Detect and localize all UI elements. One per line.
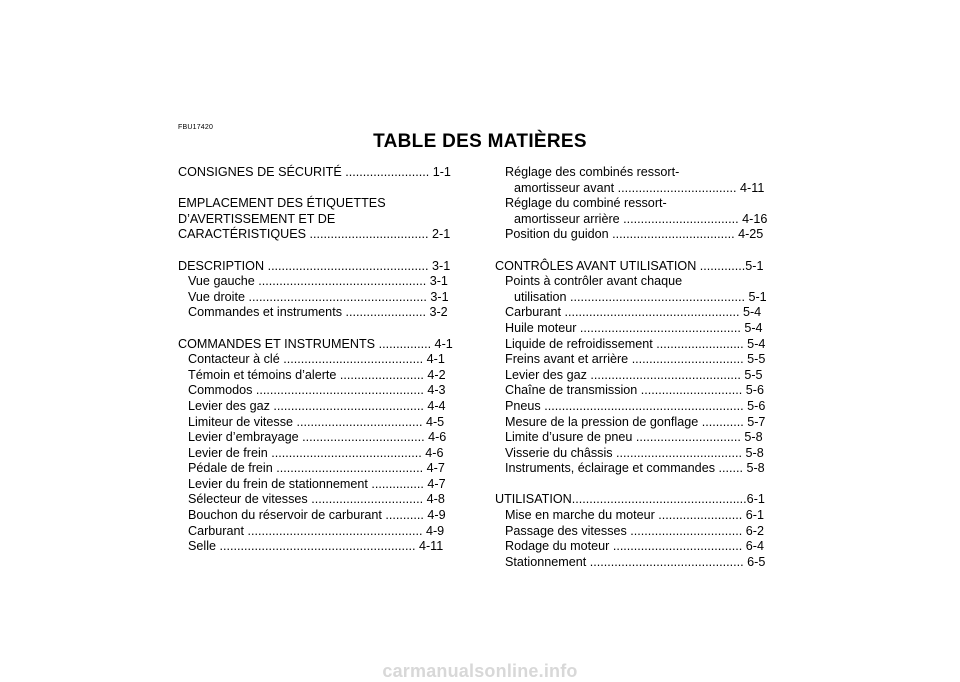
toc-section-entry[interactable]: Levier du frein de stationnement ............... 4-7 xyxy=(188,476,446,491)
toc-section-entry[interactable]: Chaîne de transmission ............................. 5-6 xyxy=(505,383,764,398)
toc-section-entry[interactable]: Levier des gaz ........................................... 5-5 xyxy=(505,367,763,382)
toc-section-entry[interactable]: Commandes et instruments ....................... 3-2 xyxy=(188,305,448,320)
toc-section-entry[interactable]: Commodos ................................................ 4-3 xyxy=(188,383,446,398)
toc-section-entry[interactable]: Freins avant et arrière ................................ 5-5 xyxy=(505,352,766,367)
document-code: FBU17420 xyxy=(178,124,214,131)
toc-chapter-entry[interactable]: UTILISATION..................................................6-1 xyxy=(495,492,765,507)
toc-section-entry[interactable]: Passage des vitesses ................................ 6-2 xyxy=(505,523,764,538)
toc-section-entry[interactable]: Stationnement ............................................ 6-5 xyxy=(505,554,766,569)
toc-section-entry[interactable]: Témoin et témoins d’alerte ........................ 4-2 xyxy=(188,367,446,382)
toc-section-entry[interactable]: Limiteur de vitesse .................................... 4-5 xyxy=(188,414,445,429)
toc-section-entry[interactable]: Bouchon du réservoir de carburant ........... 4-9 xyxy=(188,508,446,523)
toc-left-column xyxy=(178,165,461,555)
toc-right-column xyxy=(495,165,778,570)
toc-chapter-entry[interactable]: COMMANDES ET INSTRUMENTS ............... 4-1 xyxy=(178,336,453,351)
toc-section-entry[interactable]: Position du guidon ................................... 4-25 xyxy=(505,227,764,242)
toc-spacer xyxy=(495,243,778,259)
toc-section-entry[interactable]: Huile moteur .............................................. 5-4 xyxy=(505,320,763,335)
toc-chapter-entry[interactable]: EMPLACEMENT DES ÉTIQUETTES xyxy=(178,196,386,211)
toc-section-entry[interactable]: Carburant .................................................. 4-9 xyxy=(188,523,445,538)
toc-chapter-entry[interactable]: CARACTÉRISTIQUES .................................. 2-1 xyxy=(178,227,451,242)
toc-section-entry[interactable]: Limite d’usure de pneu .............................. 5-8 xyxy=(505,430,763,445)
toc-section-entry[interactable]: Contacteur à clé ........................................ 4-1 xyxy=(188,352,445,367)
toc-section-entry[interactable]: Réglage du combiné ressort- xyxy=(505,196,667,211)
toc-section-entry[interactable]: Selle ........................................................ 4-11 xyxy=(188,539,444,554)
toc-section-entry[interactable]: Vue gauche ................................................ 3-1 xyxy=(188,274,448,289)
toc-section-entry[interactable]: utilisation .................................................. 5-1 xyxy=(514,289,767,304)
toc-section-entry[interactable]: Levier d’embrayage ................................... 4-6 xyxy=(188,430,447,445)
toc-spacer xyxy=(495,477,778,493)
toc-chapter-entry[interactable]: DESCRIPTION .............................................. 3-1 xyxy=(178,258,451,273)
toc-spacer xyxy=(178,321,461,337)
toc-section-entry[interactable]: Levier de frein ........................................... 4-6 xyxy=(188,445,444,460)
toc-section-entry[interactable]: Sélecteur de vitesses ................................ 4-8 xyxy=(188,492,445,507)
toc-section-entry[interactable]: Vue droite ................................................... 3-1 xyxy=(188,289,449,304)
toc-section-entry[interactable]: Visserie du châssis .................................... 5-8 xyxy=(505,445,764,460)
toc-section-entry[interactable]: Carburant .................................................. 5-4 xyxy=(505,305,762,320)
toc-section-entry[interactable]: amortisseur arrière ................................. 4-16 xyxy=(514,211,768,226)
toc-section-entry[interactable]: amortisseur avant .................................. 4-11 xyxy=(514,180,765,195)
toc-section-entry[interactable]: Points à contrôler avant chaque xyxy=(505,274,683,289)
toc-section-entry[interactable]: Mesure de la pression de gonflage ............ 5-7 xyxy=(505,414,766,429)
toc-section-entry[interactable]: Liquide de refroidissement ......................... 5-4 xyxy=(505,336,766,351)
toc-chapter-entry[interactable]: CONTRÔLES AVANT UTILISATION .............5-1 xyxy=(495,258,764,273)
toc-spacer xyxy=(178,243,461,259)
page-title: TABLE DES MATIÈRES xyxy=(373,131,587,152)
toc-spacer xyxy=(178,181,461,197)
toc-section-entry[interactable]: Réglage des combinés ressort- xyxy=(505,165,680,179)
toc-section-entry[interactable]: Levier des gaz ........................................... 4-4 xyxy=(188,398,446,413)
toc-section-entry[interactable]: Rodage du moteur ..................................... 6-4 xyxy=(505,539,764,554)
toc-section-entry[interactable]: Pédale de frein .......................................... 4-7 xyxy=(188,461,445,476)
toc-section-entry[interactable]: Instruments, éclairage et commandes ....... 5-8 xyxy=(505,461,765,476)
toc-chapter-entry[interactable]: CONSIGNES DE SÉCURITÉ ........................ 1-1 xyxy=(178,165,451,179)
toc-section-entry[interactable]: Mise en marche du moteur ........................ 6-1 xyxy=(505,508,764,523)
toc-section-entry[interactable]: Pneus ......................................................... 5-6 xyxy=(505,398,766,413)
watermark-text: carmanualsonline.info xyxy=(382,661,578,681)
toc-chapter-entry[interactable]: D’AVERTISSEMENT ET DE xyxy=(178,211,336,226)
